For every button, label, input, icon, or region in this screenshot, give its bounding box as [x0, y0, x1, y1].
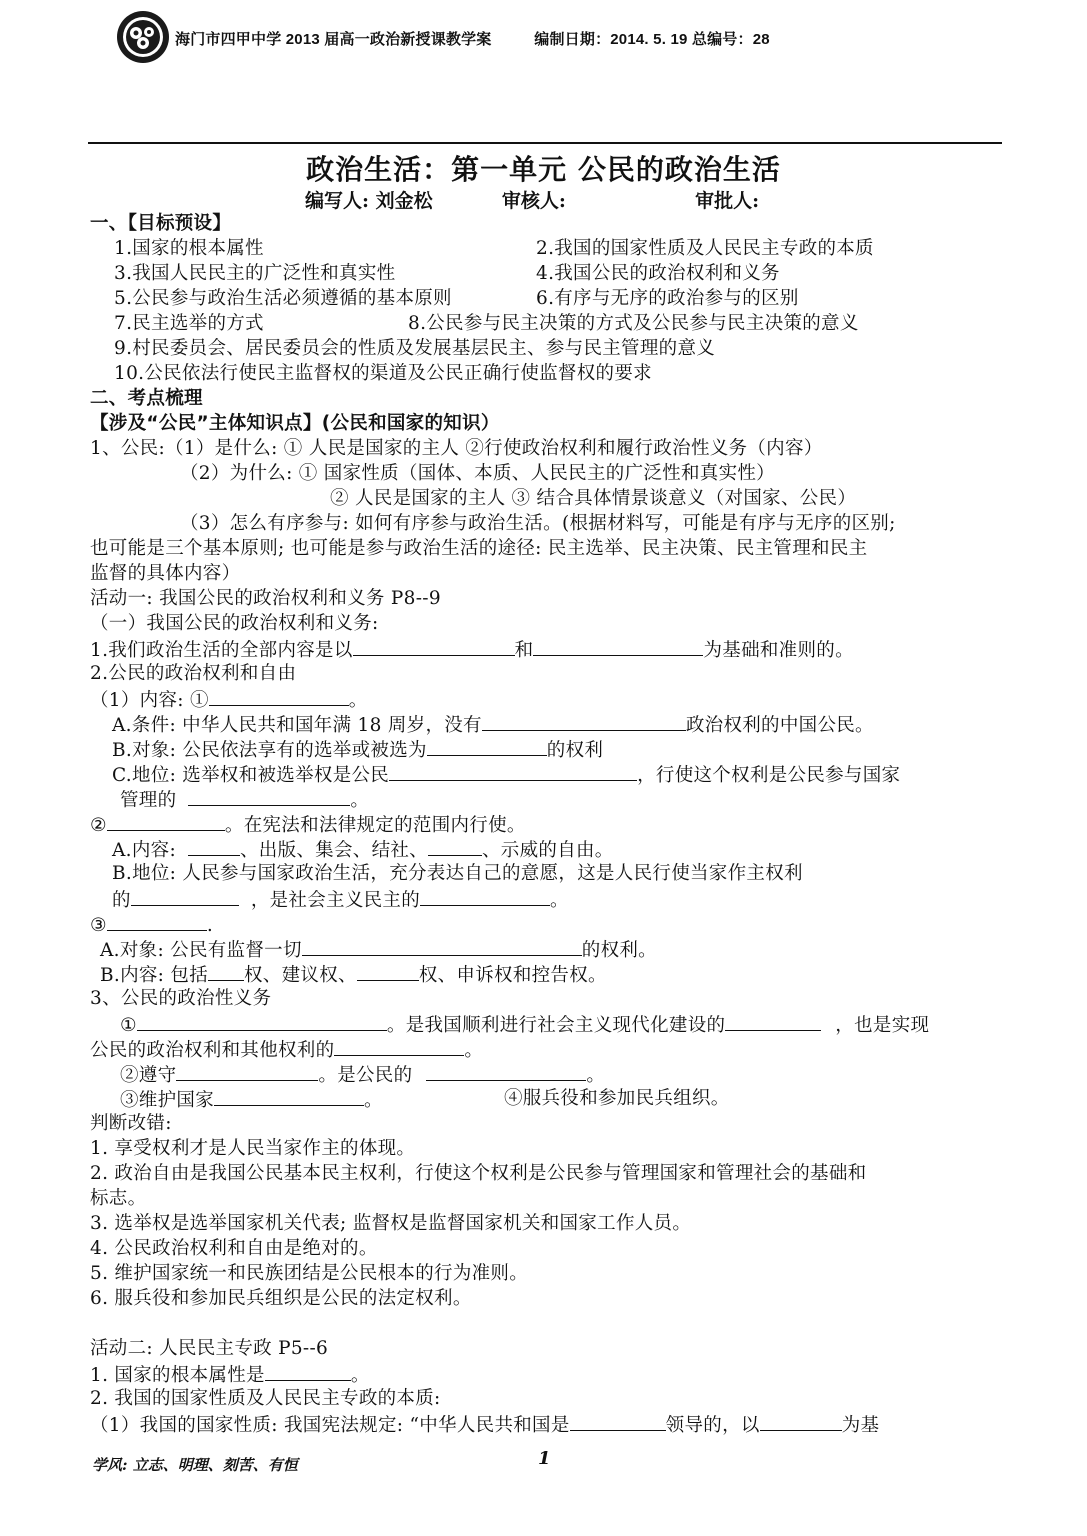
goal-item: 8.公民参与民主决策的方式及公民参与民主决策的意义 — [408, 313, 859, 334]
text: 的权利。 — [581, 940, 657, 961]
blank[interactable] — [533, 637, 703, 656]
blank[interactable] — [357, 962, 419, 981]
subsection-heading: 2.公民的政治权利和自由 — [90, 663, 297, 684]
fill-line — [90, 1412, 879, 1438]
text: 。 — [464, 1040, 484, 1061]
blank[interactable] — [302, 937, 582, 956]
blank[interactable] — [334, 1037, 464, 1056]
blank[interactable] — [188, 837, 240, 856]
fill-line — [90, 812, 526, 838]
text-line: 2. 我国的国家性质及人民民主专政的本质: — [90, 1388, 441, 1409]
fill-line — [100, 937, 657, 963]
blank[interactable] — [420, 887, 550, 906]
blank[interactable] — [107, 812, 225, 831]
blank[interactable] — [482, 712, 686, 731]
blank[interactable] — [176, 1062, 318, 1081]
goal-item: 1.国家的根本属性 — [114, 238, 264, 259]
fill-line — [90, 637, 854, 663]
subsection-heading: 判断改错: — [90, 1113, 172, 1134]
judge-item: 标志。 — [90, 1188, 147, 1209]
text: 、示威的自由。 — [482, 840, 614, 861]
goal-item: 10.公民依法行使民主监督权的渠道及公民正确行使监督权的要求 — [114, 363, 652, 384]
reviewer: 审核人: — [501, 190, 566, 212]
blank[interactable] — [131, 887, 239, 906]
judge-item: 5. 维护国家统一和民族团结是公民根本的行为准则。 — [90, 1263, 529, 1284]
school-line: 海门市四甲中学 2013 届高一政治新授课教学案 — [175, 31, 492, 48]
blank[interactable] — [353, 637, 515, 656]
text: 的 — [112, 890, 131, 911]
goal-item: 4.我国公民的政治权利和义务 — [536, 263, 780, 284]
goal-item: 7.民主选举的方式 — [114, 313, 264, 334]
fill-line — [120, 1012, 929, 1038]
section-heading: 二、考点梳理 — [90, 388, 203, 409]
blank[interactable] — [570, 1412, 666, 1431]
text: 为基础和准则的。 — [703, 640, 854, 661]
judge-item: 4. 公民政治权利和自由是绝对的。 — [90, 1238, 378, 1259]
knowledge-line: （2）为什么: ① 国家性质（国体、本质、人民民主的广泛性和真实性） — [180, 463, 775, 484]
subsection-heading: 3、公民的政治性义务 — [90, 988, 272, 1009]
text: ① — [120, 1015, 137, 1036]
text: B.内容: 包括 — [100, 965, 208, 986]
date-label: 编制日期：2014. 5. 19 总编号：28 — [534, 31, 770, 48]
text: 公民的政治权利和其他权利的 — [90, 1040, 335, 1061]
page-title: 政治生活：第一单元 公民的政治生活 — [306, 153, 781, 186]
text: A.内容: — [112, 840, 176, 861]
text: 。在宪法和法律规定的范围内行使。 — [224, 815, 526, 836]
text: 。是公民的 — [318, 1065, 413, 1086]
fill-line — [90, 1037, 483, 1063]
text: （1）我国的国家性质: 我国宪法规定: “中华人民共和国是 — [90, 1415, 570, 1436]
blank[interactable] — [426, 1062, 586, 1081]
text: 。 — [550, 890, 569, 911]
knowledge-line: 1、公民:（1）是什么: ① 人民是国家的主人 ②行使政治权利和履行政治性义务（内容） — [90, 438, 823, 459]
goal-item: 9.村民委员会、居民委员会的性质及发展基层民主、参与民主管理的意义 — [114, 338, 716, 359]
blank[interactable] — [760, 1412, 842, 1431]
text: 政治权利的中国公民。 — [685, 715, 874, 736]
text: ③维护国家 — [120, 1090, 215, 1111]
fill-line — [90, 1362, 370, 1388]
text: A.对象: 公民有监督一切 — [100, 940, 302, 961]
blank[interactable] — [188, 787, 350, 806]
blank[interactable] — [208, 962, 244, 981]
text: 。 — [350, 790, 370, 811]
text: C.地位: 选举权和被选举权是公民 — [112, 765, 390, 786]
text: 领导的，以 — [665, 1415, 760, 1436]
text-line: ④服兵役和参加民兵组织。 — [504, 1088, 730, 1109]
blank[interactable] — [427, 737, 547, 756]
text: . — [206, 915, 214, 936]
text: A.条件: 中华人民共和国年满 18 周岁，没有 — [112, 715, 482, 736]
knowledge-line: 监督的具体内容） — [90, 563, 241, 584]
knowledge-line: （3）怎么有序参与: 如何有序参与政治生活。(根据材料写，可能是有序与无序的区别; — [180, 513, 896, 534]
knowledge-heading: 【涉及“公民”主体知识点】(公民和国家的知识） — [90, 413, 500, 434]
text: 管理的 — [120, 790, 177, 811]
blank[interactable] — [428, 837, 482, 856]
writer: 编写人: 刘金松 — [305, 190, 433, 212]
subsection-heading: （一）我国公民的政治权利和义务: — [90, 613, 379, 634]
fill-line — [112, 837, 614, 863]
authors-line — [305, 186, 759, 213]
text: ②遵守 — [120, 1065, 177, 1086]
blank[interactable] — [265, 1362, 351, 1381]
activity-heading: 活动一: 我国公民的政治权利和义务 P8--9 — [90, 588, 441, 609]
judge-item: 6. 服兵役和参加民兵组织是公民的法定权利。 — [90, 1288, 472, 1309]
blank[interactable] — [725, 1012, 821, 1031]
judge-item: 3. 选举权是选举国家机关代表; 监督权是监督国家机关和国家工作人员。 — [90, 1213, 692, 1234]
text: 和 — [514, 640, 534, 661]
fill-line — [112, 762, 900, 788]
text: ，是社会主义民主的 — [250, 890, 421, 911]
fill-line — [112, 737, 603, 763]
knowledge-line: ② 人民是国家的主人 ③ 结合具体情景谈意义（对国家、公民） — [330, 488, 857, 509]
text: ，也是实现 — [835, 1015, 930, 1036]
text: 权、申诉权和控告权。 — [418, 965, 607, 986]
fill-line — [90, 912, 213, 938]
goal-item: 6.有序与无序的政治参与的区别 — [536, 288, 799, 309]
approver: 审批人: — [695, 190, 760, 212]
text-line: B.地位: 人民参与国家政治生活，充分表达自己的意愿，这是人民行使当家作主权利 — [112, 863, 803, 884]
blank[interactable] — [107, 912, 207, 931]
page-number: 1 — [538, 1448, 551, 1469]
activity-heading: 活动二: 人民民主专政 P5--6 — [90, 1338, 329, 1359]
goal-item: 5.公民参与政治生活必须遵循的基本原则 — [114, 288, 452, 309]
text: ③ — [90, 915, 107, 936]
goal-item: 3.我国人民民主的广泛性和真实性 — [114, 263, 396, 284]
fill-line — [120, 1062, 605, 1088]
fill-line — [120, 1087, 383, 1113]
text: 1.我们政治生活的全部内容是以 — [90, 640, 353, 661]
fill-line — [90, 687, 368, 713]
text: B.对象: 公民依法享有的选举或被选为 — [112, 740, 427, 761]
text: ② — [90, 815, 107, 836]
knowledge-line: 也可能是三个基本原则; 也可能是参与政治生活的途径: 民主选举、民主决策、民主管理和民主 — [90, 538, 868, 559]
blank[interactable] — [137, 1012, 387, 1031]
fill-line — [112, 712, 874, 738]
text: ，行使这个权利是公民参与国家 — [637, 765, 901, 786]
text: 。 — [348, 690, 368, 711]
text: 。 — [586, 1065, 606, 1086]
text: 。 — [364, 1090, 383, 1111]
blank[interactable] — [214, 1087, 364, 1106]
text: 为基 — [841, 1415, 880, 1436]
judge-item: 1. 享受权利才是人民当家作主的体现。 — [90, 1138, 416, 1159]
text: 权、建议权、 — [244, 965, 357, 986]
text: 、出版、集会、结社、 — [239, 840, 428, 861]
page-header — [88, 92, 1002, 144]
section-heading: 一、【目标预设】 — [90, 213, 232, 234]
blank[interactable] — [389, 762, 637, 781]
fill-line — [120, 787, 369, 813]
school-logo — [116, 10, 170, 64]
text: 。 — [350, 1365, 370, 1386]
blank[interactable] — [209, 687, 349, 706]
text: 。是我国顺利进行社会主义现代化建设的 — [386, 1015, 726, 1036]
text: 1. 国家的根本属性是 — [90, 1365, 265, 1386]
fill-line — [100, 962, 607, 988]
header-text — [175, 28, 770, 49]
footer-motto: 学风: 立志、明理、刻苦、有恒 — [92, 1456, 298, 1474]
fill-line — [112, 887, 569, 913]
text: 的权利 — [546, 740, 604, 761]
judge-item: 2. 政治自由是我国公民基本民主权利，行使这个权利是公民参与管理国家和管理社会的基础和 — [90, 1163, 867, 1184]
goal-item: 2.我国的国家性质及人民民主专政的本质 — [536, 238, 874, 259]
text: （1）内容: ① — [90, 690, 209, 711]
